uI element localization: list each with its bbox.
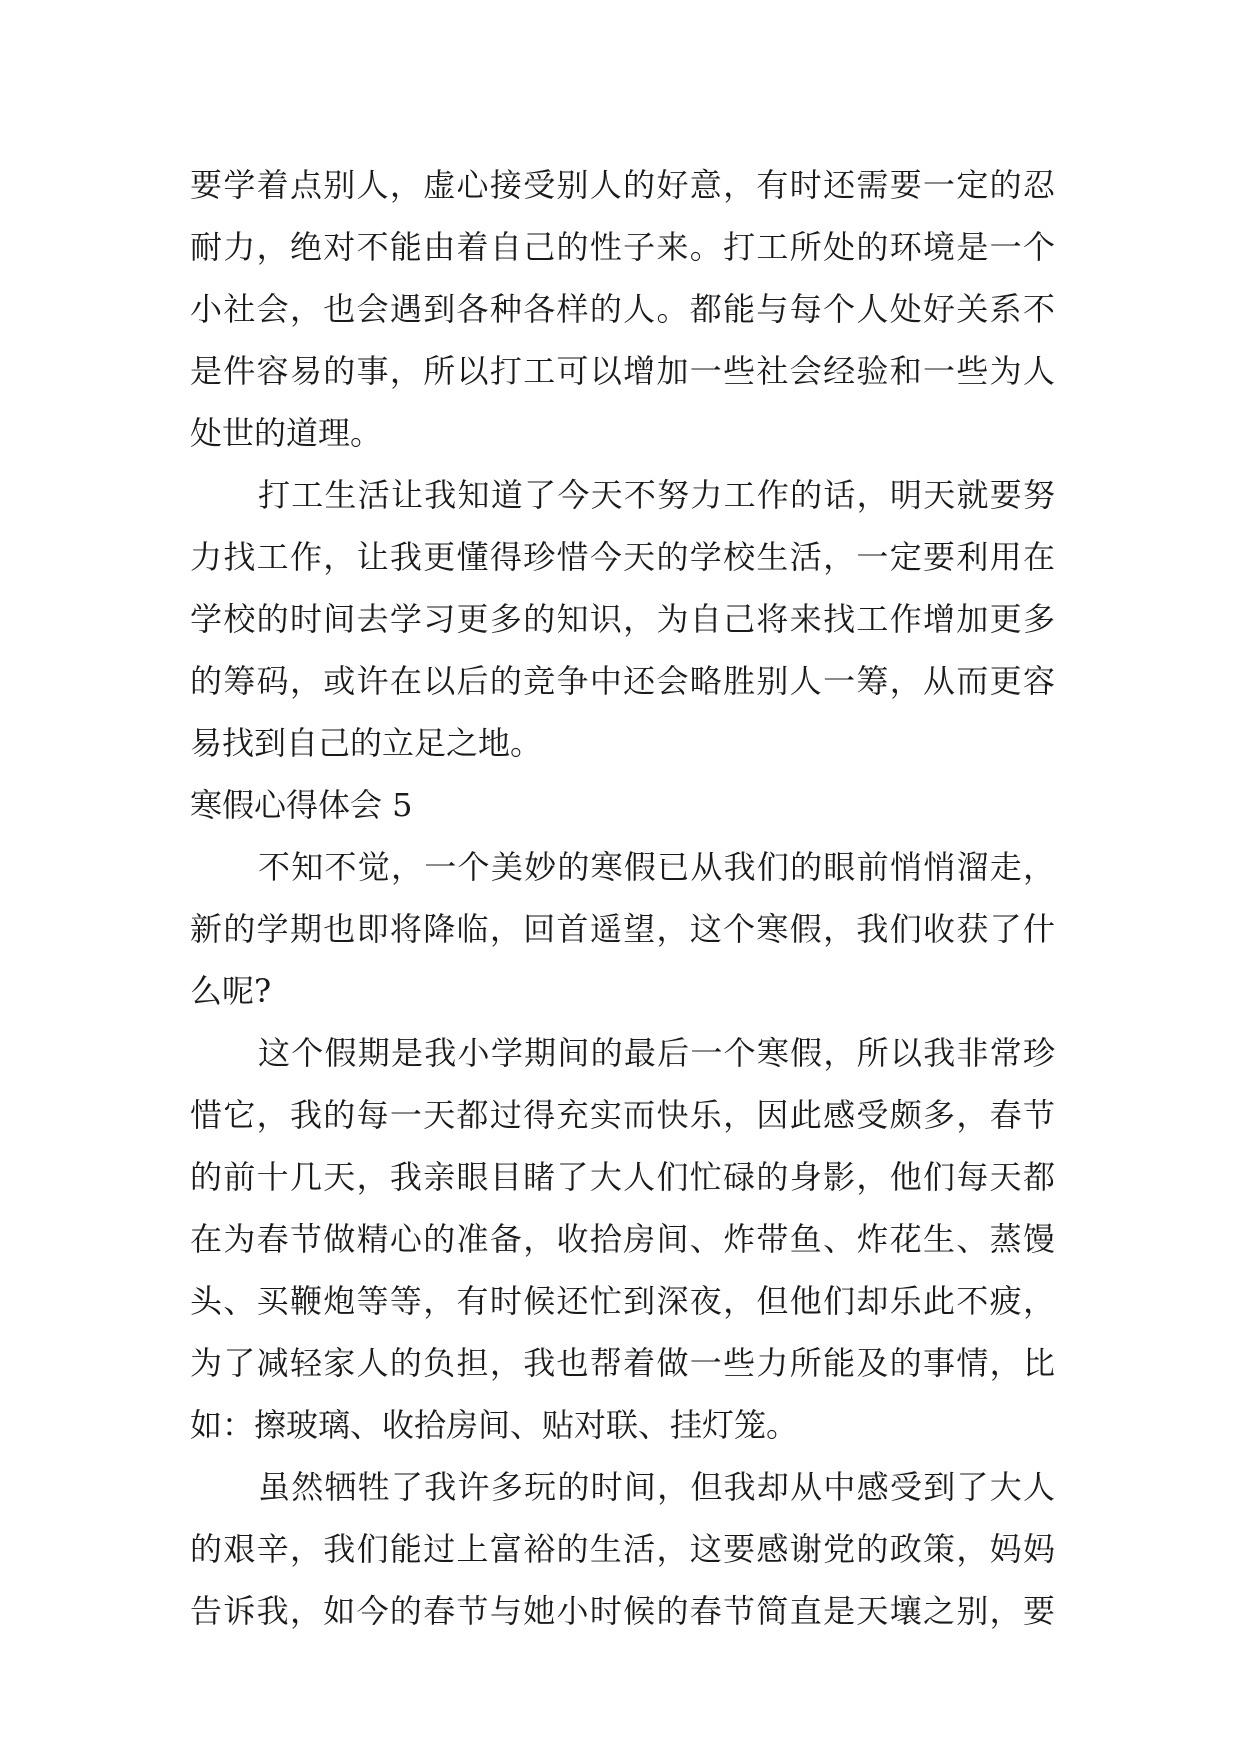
text-line: 打工生活让我知道了今天不努力工作的话，明天就要努 bbox=[258, 476, 1055, 514]
text-line: 新的学期也即将降临，回首遥望，这个寒假，我们收获了什 bbox=[190, 910, 1055, 948]
text-line: 力找工作，让我更懂得珍惜今天的学校生活，一定要利用在 bbox=[190, 538, 1055, 576]
document-page bbox=[190, 154, 1055, 1642]
text-line: 在为春节做精心的准备，收拾房间、炸带鱼、炸花生、蒸馒 bbox=[190, 1220, 1055, 1258]
text-line: 小社会，也会遇到各种各样的人。都能与每个人处好关系不 bbox=[190, 290, 1055, 328]
text-line: 么呢? bbox=[190, 972, 272, 1010]
text-line: 虽然牺牲了我许多玩的时间，但我却从中感受到了大人 bbox=[258, 1468, 1055, 1506]
paragraph bbox=[190, 464, 1055, 774]
text-line: 耐力，绝对不能由着自己的性子来。打工所处的环境是一个 bbox=[190, 228, 1055, 266]
text-line: 惜它，我的每一天都过得充实而快乐，因此感受颇多，春节 bbox=[190, 1096, 1055, 1134]
text-line: 不知不觉，一个美妙的寒假已从我们的眼前悄悄溜走， bbox=[258, 848, 1055, 886]
text-line: 的筹码，或许在以后的竞争中还会略胜别人一筹，从而更容 bbox=[190, 662, 1055, 700]
text-line: 是件容易的事，所以打工可以增加一些社会经验和一些为人 bbox=[190, 352, 1055, 390]
paragraph bbox=[190, 1456, 1055, 1642]
paragraph bbox=[190, 1022, 1055, 1456]
text-line: 的前十几天，我亲眼目睹了大人们忙碌的身影，他们每天都 bbox=[190, 1158, 1055, 1196]
text-line: 的艰辛，我们能过上富裕的生活，这要感谢党的政策，妈妈 bbox=[190, 1530, 1055, 1568]
section-heading: 寒假心得体会 5 bbox=[190, 786, 413, 824]
paragraph bbox=[190, 154, 1055, 464]
text-line: 告诉我，如今的春节与她小时候的春节简直是天壤之别，要 bbox=[190, 1592, 1055, 1630]
paragraph bbox=[190, 836, 1055, 1022]
text-line: 处世的道理。 bbox=[190, 414, 383, 452]
text-line: 学校的时间去学习更多的知识，为自己将来找工作增加更多 bbox=[190, 600, 1055, 638]
text-line: 易找到自己的立足之地。 bbox=[190, 724, 543, 762]
text-line: 要学着点别人，虚心接受别人的好意，有时还需要一定的忍 bbox=[190, 166, 1055, 204]
text-line: 这个假期是我小学期间的最后一个寒假，所以我非常珍 bbox=[258, 1034, 1055, 1072]
text-line: 头、买鞭炮等等，有时候还忙到深夜，但他们却乐此不疲， bbox=[190, 1282, 1055, 1320]
text-line: 如：擦玻璃、收拾房间、贴对联、挂灯笼。 bbox=[190, 1406, 799, 1444]
text-line: 为了减轻家人的负担，我也帮着做一些力所能及的事情，比 bbox=[190, 1344, 1055, 1382]
